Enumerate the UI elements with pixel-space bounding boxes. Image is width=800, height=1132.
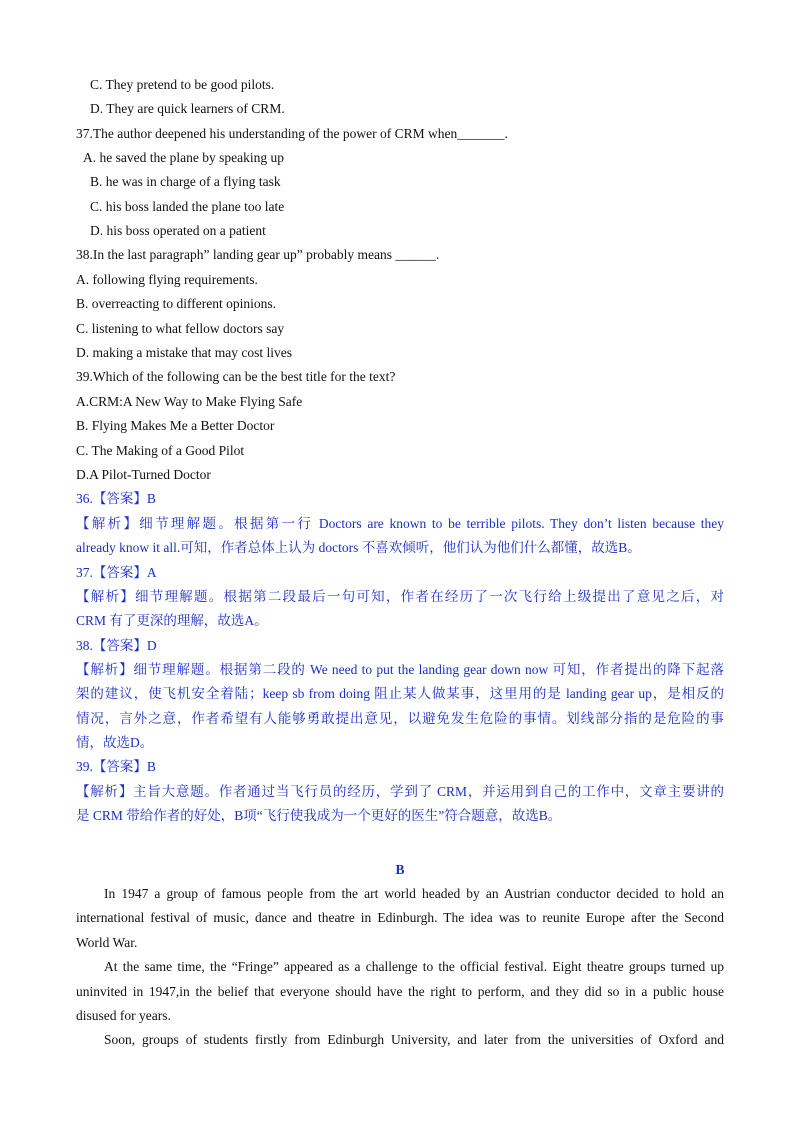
passage-b-p1-line-1: In 1947 a group of famous people from the art world headed by an Austrian conductor decided to hold an: [104, 886, 724, 901]
option-39d: D.A Pilot-Turned Doctor: [76, 467, 211, 482]
question-39-stem: 39.Which of the following can be the best title for the text?: [76, 369, 396, 384]
option-38c: C. listening to what fellow doctors say: [76, 321, 285, 336]
passage-b-p3-line-1: Soon, groups of students firstly from Edinburgh University, and later from the universities of Oxford and: [104, 1032, 724, 1047]
passage-b-p2-line-1: At the same time, the “Fringe” appeared as a challenge to the official festival. Eight theatre groups turned up: [104, 959, 724, 974]
option-37c: C. his boss landed the plane too late: [90, 199, 285, 214]
option-39b: B. Flying Makes Me a Better Doctor: [76, 418, 275, 433]
explanation-38-line-4: 情，故选D。: [76, 735, 154, 750]
answer-36: 36.【答案】B: [76, 491, 156, 506]
passage-b-p1-line-2: international festival of music, dance and theatre in Edinburgh. The idea was to reunite Europe after the Second: [76, 910, 724, 925]
passage-b-p2-line-2: uninvited in 1947,in the belief that everyone should have the right to perform, and they did so in a public house: [76, 984, 724, 999]
option-37b: B. he was in charge of a flying task: [90, 174, 281, 189]
explanation-38-line-3: 情况，言外之意，作者希望有人能够勇敢提出意见，以避免发生危险的事情。划线部分指的是危险的事: [76, 711, 724, 726]
passage-b-p2-line-3: disused for years.: [76, 1008, 171, 1023]
option-37a: A. he saved the plane by speaking up: [83, 150, 284, 165]
option-39c: C. The Making of a Good Pilot: [76, 443, 245, 458]
answer-38: 38.【答案】D: [76, 638, 157, 653]
section-b-heading: B: [395, 862, 405, 877]
option-38d: D. making a mistake that may cost lives: [76, 345, 292, 360]
option-36d: D. They are quick learners of CRM.: [90, 101, 285, 116]
question-38-stem: 38.In the last paragraph” landing gear up” probably means ______.: [76, 247, 440, 262]
option-38a: A. following flying requirements.: [76, 272, 258, 287]
answer-39: 39.【答案】B: [76, 759, 156, 774]
question-37-stem: 37.The author deepened his understanding of the power of CRM when_______.: [76, 126, 508, 141]
answer-37: 37.【答案】A: [76, 565, 157, 580]
explanation-38-line-2: 架的建议，使飞机安全着陆；keep sb from doing 阻止某人做某事，这里用的是 landing gear up，是相反的: [76, 686, 724, 701]
option-38b: B. overreacting to different opinions.: [76, 296, 276, 311]
explanation-37-line-2: CRM 有了更深的理解，故选A。: [76, 613, 268, 628]
explanation-37-line-1: 【解析】细节理解题。根据第二段最后一句可知，作者在经历了一次飞行给上级提出了意见之后，对: [76, 589, 724, 604]
passage-b-p1-line-3: World War.: [76, 935, 138, 950]
explanation-39-line-1: 【解析】主旨大意题。作者通过当飞行员的经历，学到了 CRM，并运用到自己的工作中，文章主要讲的: [76, 784, 724, 799]
explanation-39-line-2: 是 CRM 带给作者的好处，B项“飞行使我成为一个更好的医生”符合题意，故选B。: [76, 808, 562, 823]
option-39a: A.CRM:A New Way to Make Flying Safe: [76, 394, 303, 409]
explanation-38-line-1: 【解析】细节理解题。根据第二段的 We need to put the landing gear down now 可知，作者提出的降下起落: [76, 662, 724, 677]
option-36c: C. They pretend to be good pilots.: [90, 77, 275, 92]
explanation-36-line-1: 【解析】细节理解题。根据第一行 Doctors are known to be terrible pilots. They don’t listen because they: [76, 516, 724, 531]
option-37d: D. his boss operated on a patient: [90, 223, 266, 238]
explanation-36-line-2: already know it all.可知，作者总体上认为 doctors 不喜欢倾听，他们认为他们什么都懂，故选B。: [76, 540, 641, 555]
